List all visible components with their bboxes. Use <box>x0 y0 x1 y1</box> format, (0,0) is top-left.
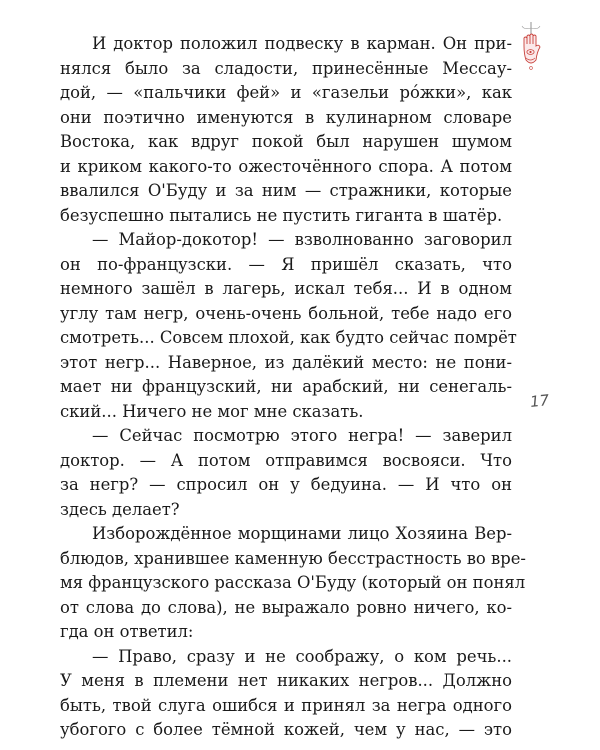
text-line: блюдов, хранившее каменную бесстрастность во вре- <box>60 548 526 568</box>
body-text <box>60 32 526 743</box>
hamsa-pendant-icon <box>518 22 544 74</box>
text-line: быть, твой слуга ошибся и принял за негра одного <box>60 695 512 715</box>
text-line: мает ни французский, ни арабский, ни сенегаль- <box>60 377 512 396</box>
text-line: У меня в племени нет никаких негров... Должно <box>60 671 512 690</box>
page-number: 17 <box>529 391 550 411</box>
text-line: Востока, как вдруг покой был нарушен шумом <box>60 132 512 151</box>
text-line: мя французского рассказа О'Буду (который он понял <box>60 573 526 592</box>
text-line: они поэтично именуются в кулинарном словаре <box>60 107 512 127</box>
text-line: от слова до слова), не выражало ровно ничего, ко- <box>60 597 512 617</box>
text-line: дой, — «пальчики фей» и «газельи рóжки», как <box>60 83 512 102</box>
text-line: И доктор положил подвеску в карман. Он при- <box>92 34 512 53</box>
text-line: немного зашёл в лагерь, искал тебя... И в одном <box>60 279 512 298</box>
text-line: — Право, сразу и не соображу, о ком речь... <box>92 646 512 666</box>
text-line: и криком какого-то ожесточённого спора. А потом <box>60 156 512 176</box>
text-line: нялся было за сладости, принесённые Мессау- <box>60 58 512 78</box>
text-line: — Сейчас посмотрю этого негра! — заверил <box>92 426 512 445</box>
text-line: безуспешно пытались не пустить гиганта в шатёр. <box>60 205 503 225</box>
text-line: смотреть... Совсем плохой, как будто сейчас помрёт <box>60 328 517 347</box>
text-line: — Майор-докотор! — взволнованно заговорил <box>92 230 512 249</box>
text-line: доктор. — А потом отправимся восвояси. Что <box>60 450 512 470</box>
text-line: углу там негр, очень-очень больной, тебе надо его <box>60 303 512 323</box>
text-line: Изборождённое морщинами лицо Хозяина Вер- <box>92 524 512 543</box>
text-line: ский... Ничего не мог мне сказать. <box>60 401 364 421</box>
text-line: за негр? — спросил он у бедуина. — И что он <box>60 475 512 494</box>
text-line: ввалился О'Буду и за ним — стражники, которые <box>60 181 512 200</box>
text-line: он по-французски. — Я пришёл сказать, что <box>60 254 512 274</box>
text-line: убогого с более тёмной кожей, чем у нас, — это <box>60 720 512 739</box>
text-line: гда он ответил: <box>60 622 194 641</box>
text-line: здесь делает? <box>60 499 180 519</box>
text-line: этот негр... Наверное, из далёкий место: не пони- <box>60 352 512 372</box>
